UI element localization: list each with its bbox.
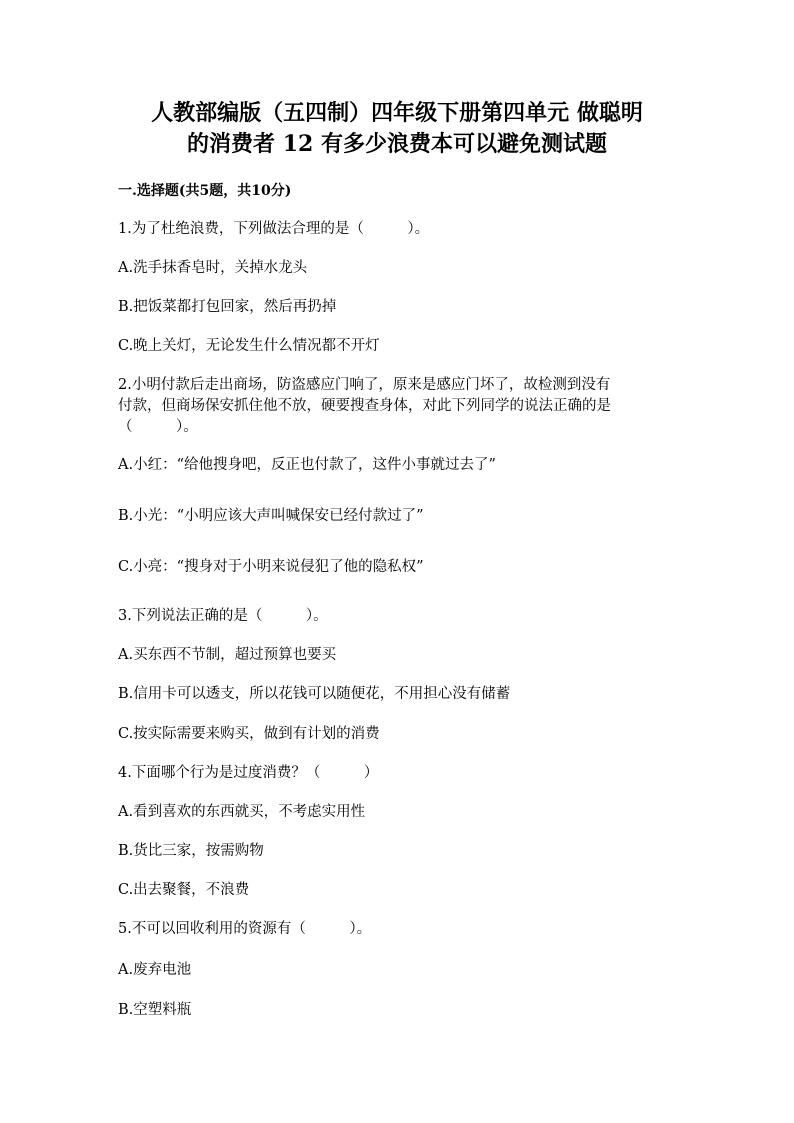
page-title-line-2: 的消费者 12 有多少浪费本可以避免测试题 <box>187 131 607 157</box>
question-4-stem: 4.下面哪个行为是过度消费？（ ） <box>118 765 379 781</box>
question-3-option-b: B.信用卡可以透支，所以花钱可以随便花，不用担心没有储蓄 <box>118 686 511 702</box>
question-4-option-b: B.货比三家，按需购物 <box>118 843 264 859</box>
question-2-stem-line-3: （ ）。 <box>118 419 198 435</box>
question-4-option-a: A.看到喜欢的东西就买，不考虑实用性 <box>118 804 366 820</box>
question-3-stem: 3.下列说法正确的是（ ）。 <box>118 608 328 624</box>
question-5-stem: 5.不可以回收利用的资源有（ ）。 <box>118 921 372 937</box>
question-5-option-b: B.空塑料瓶 <box>118 1002 192 1018</box>
question-5-option-a: A.废弃电池 <box>118 962 192 978</box>
question-2-stem-line-1: 2.小明付款后走出商场，防盗感应门响了，原来是感应门坏了，故检测到没有 <box>118 377 611 393</box>
question-1-option-c: C.晚上关灯，无论发生什么情况都不开灯 <box>118 338 380 354</box>
question-1-option-b: B.把饭菜都打包回家，然后再扔掉 <box>118 299 337 315</box>
question-3-option-a: A.买东西不节制，超过预算也要买 <box>118 647 337 663</box>
question-2-option-c: C.小亮：“搜身对于小明来说侵犯了他的隐私权” <box>118 559 424 575</box>
question-2-option-b: B.小光：“小明应该大声叫喊保安已经付款过了” <box>118 508 424 524</box>
page-title-line-1: 人教部编版（五四制）四年级下册第四单元 做聪明 <box>151 100 643 126</box>
question-4-option-c: C.出去聚餐，不浪费 <box>118 882 250 898</box>
question-1-stem: 1.为了杜绝浪费，下列做法合理的是（ ）。 <box>118 221 430 237</box>
question-2-option-a: A.小红：“给他搜身吧，反正也付款了，这件小事就过去了” <box>118 457 496 473</box>
section-heading: 一.选择题(共5题，共10分) <box>118 183 292 199</box>
question-3-option-c: C.按实际需要来购买，做到有计划的消费 <box>118 726 380 742</box>
question-2-stem-line-2: 付款，但商场保安抓住他不放，硬要搜查身体，对此下列同学的说法正确的是 <box>118 398 611 414</box>
question-1-option-a: A.洗手抹香皂时，关掉水龙头 <box>118 260 308 276</box>
